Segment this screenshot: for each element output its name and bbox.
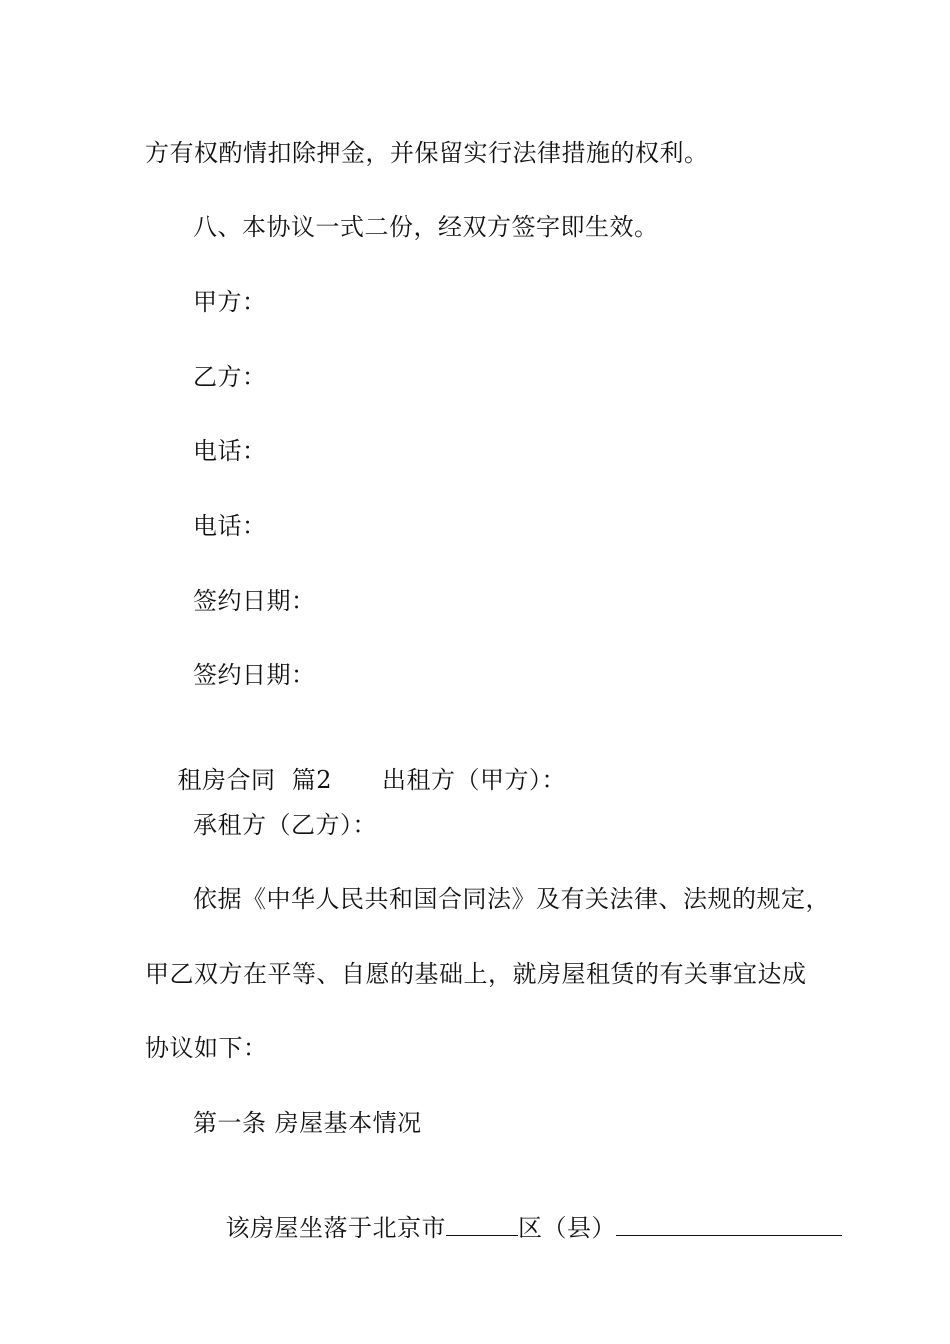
location-line: [193, 1183, 842, 1273]
phone-field-1: 电话：: [193, 437, 267, 465]
paragraph-equal-basis: 甲乙双方在平等、自愿的基础上，就房屋租赁的有关事宜达成: [145, 960, 807, 988]
article-1-heading: 第一条 房屋基本情况: [193, 1109, 422, 1137]
sign-date-field-1: 签约日期：: [193, 587, 316, 615]
lessee-label: 承租方（乙方）：: [193, 811, 377, 839]
address-blank: [616, 1213, 842, 1236]
sign-date-field-2: 签约日期：: [193, 661, 316, 689]
section-heading: 租房合同 篇2: [177, 766, 333, 794]
paragraph-deposit-clause: 方有权酌情扣除押金，并保留实行法律措施的权利。: [145, 139, 709, 167]
phone-field-2: 电话：: [193, 512, 267, 540]
signature-party-a: 甲方：: [193, 288, 267, 316]
signature-party-b: 乙方：: [193, 363, 267, 391]
paragraph-agreement-copies: 八、本协议一式二份，经双方签字即生效。: [193, 213, 659, 241]
location-prefix: 该房屋坐落于北京市: [225, 1214, 447, 1242]
district-blank: [446, 1213, 518, 1236]
location-middle: 区（县）: [518, 1214, 617, 1242]
paragraph-legal-basis: 依据《中华人民共和国合同法》及有关法律、法规的规定，: [193, 885, 830, 913]
paragraph-agreement-intro: 协议如下：: [145, 1034, 268, 1062]
lessor-label: 出租方（甲方）：: [382, 766, 567, 794]
